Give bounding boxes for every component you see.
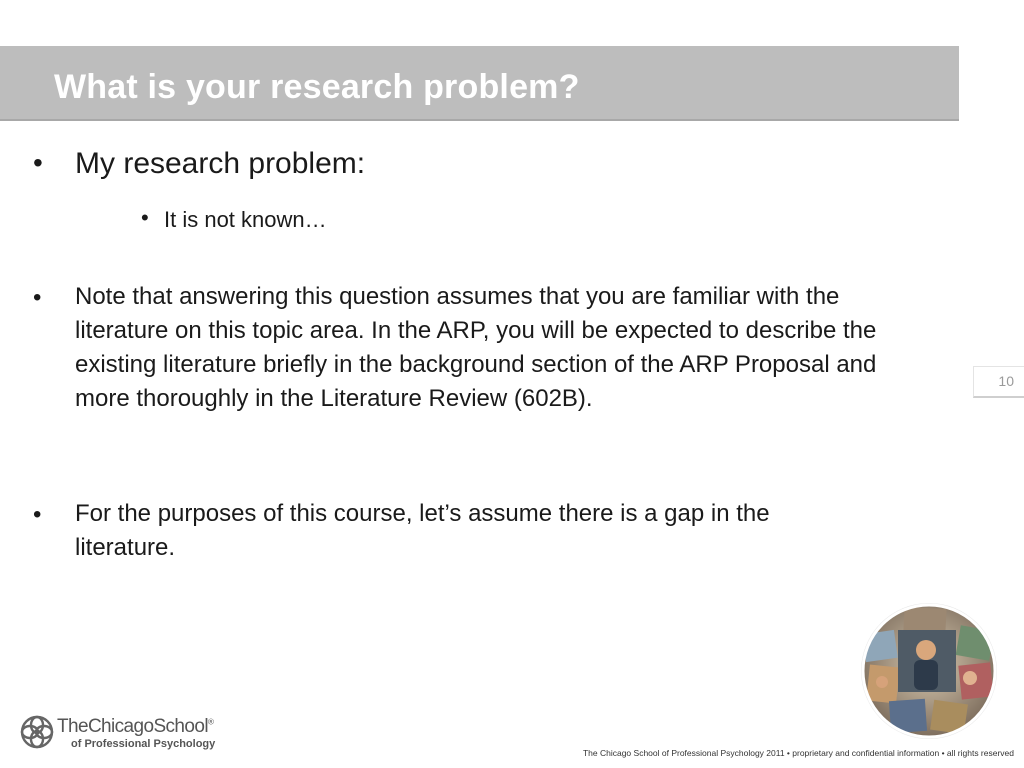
bullet-marker: •	[33, 284, 42, 311]
bullet-marker: •	[33, 147, 43, 178]
bullet-literature-note: Note that answering this question assumes that you are familiar with the literature on this topic area. In the ARP, you will be expected to describe the existing literature briefly in the background section of the ARP Proposal and more thoroughly in the Literature Review (602B).	[75, 283, 877, 412]
logo-name: TheChicagoSchool®	[57, 716, 214, 737]
bullet-marker: •	[33, 501, 42, 528]
logo-knot-icon	[19, 714, 55, 750]
page-number: 10	[973, 366, 1024, 398]
slide-title: What is your research problem?	[54, 68, 580, 106]
photo-collage-image	[860, 602, 998, 740]
bullet-research-problem: My research problem:	[75, 147, 366, 180]
sub-bullet-not-known: It is not known…	[164, 207, 327, 232]
logo-subtitle: of Professional Psychology	[71, 738, 216, 750]
bullet-course-assumption: For the purposes of this course, let’s assume there is a gap in the literature.	[75, 500, 770, 561]
footer-copyright: The Chicago School of Professional Psychology 2011 • proprietary and confidential information • all rights reserved	[582, 748, 1014, 758]
chicago-school-logo	[19, 714, 219, 754]
sub-bullet-marker: •	[141, 205, 149, 230]
